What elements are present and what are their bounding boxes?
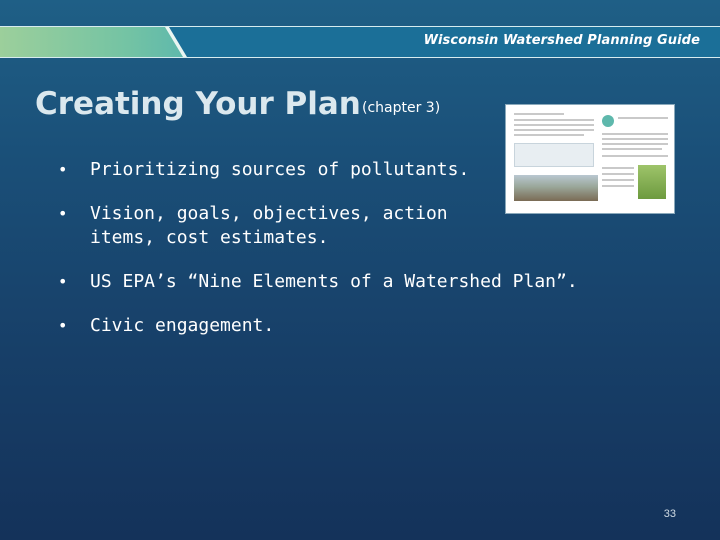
header-band: [0, 26, 720, 58]
bullet-dot-icon: •: [58, 272, 68, 291]
header-accent-shape: [0, 27, 185, 57]
page-number: 33: [663, 508, 676, 520]
bullet-item: • Vision, goals, objectives, action items, cost estimates.: [58, 203, 448, 248]
bullet-item: • Civic engagement.: [58, 315, 275, 336]
bullet-dot-icon: •: [58, 160, 68, 179]
bullet-dot-icon: •: [58, 316, 68, 335]
bullet-item: • Prioritizing sources of pollutants.: [58, 159, 470, 180]
bullet-dot-icon: •: [58, 204, 68, 223]
chapter-badge-icon: [602, 115, 614, 127]
bullet-item: • US EPA’s “Nine Elements of a Watershed Plan”.: [58, 271, 578, 292]
brand-title: Wisconsin Watershed Planning Guide: [423, 33, 700, 48]
slide-subtitle: (chapter 3): [362, 100, 441, 116]
slide-title: Creating Your Plan: [35, 86, 361, 122]
bullet-list: [58, 158, 658, 358]
